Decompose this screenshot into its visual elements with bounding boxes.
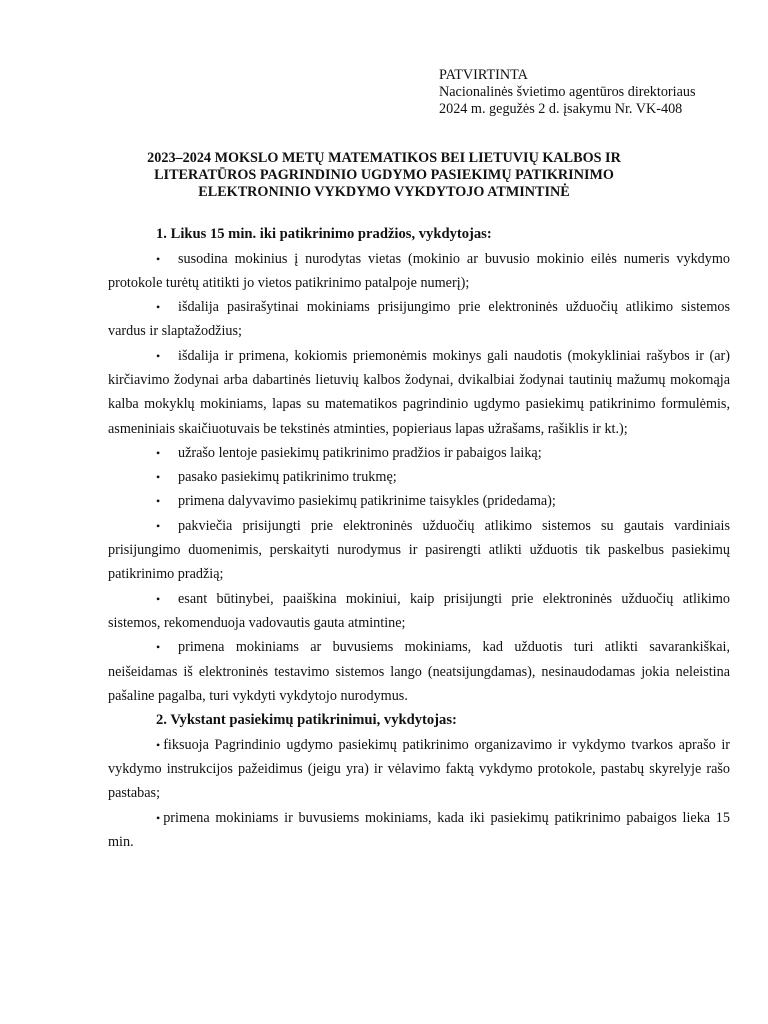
approval-block bbox=[439, 67, 696, 118]
bullet-icon: • bbox=[156, 494, 161, 509]
list-item-text: primena dalyvavimo pasiekimų patikrinime taisykles (pridedama); bbox=[178, 493, 556, 510]
list-item-text: pasako pasiekimų patikrinimo trukmę; bbox=[178, 469, 397, 486]
list-item bbox=[108, 587, 730, 636]
title-line-3: ELEKTRONINIO VYKDYMO VYKDYTOJO ATMINTINĖ bbox=[198, 184, 570, 200]
list-item bbox=[108, 806, 730, 855]
bullet-icon: • bbox=[156, 445, 161, 460]
approval-line-1: PATVIRTINTA bbox=[439, 67, 528, 83]
section-2-heading: 2. Vykstant pasiekimų patikrinimui, vykdytojas: bbox=[156, 712, 457, 729]
list-item bbox=[108, 465, 730, 489]
bullet-icon: • bbox=[156, 348, 161, 363]
list-item-text: primena mokiniams ir buvusiems mokiniams, kada iki pasiekimų patikrinimo pabaigos lieka 15 min. bbox=[108, 809, 730, 850]
section-1-heading: 1. Likus 15 min. iki patikrinimo pradžios, vykdytojas: bbox=[156, 226, 492, 242]
list-item bbox=[108, 733, 730, 806]
list-item bbox=[108, 489, 730, 513]
list-item-text: fiksuoja Pagrindinio ugdymo pasiekimų patikrinimo organizavimo ir vykdymo tvarkos aprašo ir vykdymo instrukcijos pažeidimus (jeigu yra) ir vėlavimo faktą vykdymo protokole, pastabų skyrelyje rašo pastabas; bbox=[108, 736, 730, 802]
list-item-text: išdalija ir primena, kokiomis priemonėmis mokinys gali naudotis (mokykliniai rašybos ir (ar) kirčiavimo žodynai arba dabartinės lietuvių kalbos žodynai, dvikalbiai žodynai tautinių mažumų mokomąja kalba mokyklų mokiniams, lapas su matematikos pagrindinio ugdymo pasiekimų patikrinimo formulėmis, asmeniniais skaičiuotuvais be tekstinės atminties, popieriaus lapas užrašams, rašiklis ir kt.); bbox=[108, 347, 730, 437]
list-item bbox=[108, 344, 730, 441]
list-item bbox=[108, 295, 730, 344]
bullet-icon: • bbox=[156, 251, 161, 266]
list-item-text: primena mokiniams ar buvusiems mokiniams, kad užduotis turi atlikti savarankiškai, neišeidamas iš elektroninės testavimo sistemos lango (neatsijungdamas), nesinaudodamas jokia neleistina pašaline pagalba, turi vykdyti vykdytojo nurodymus. bbox=[108, 639, 730, 704]
bullet-icon: • bbox=[156, 591, 161, 606]
list-item bbox=[108, 514, 730, 587]
list-item-text: išdalija pasirašytinai mokiniams prisijungimo prie elektroninės užduočių atlikimo sistemos vardus ir slaptažodžius; bbox=[108, 299, 730, 340]
bullet-icon: • bbox=[156, 737, 161, 752]
list-item-text: susodina mokinius į nurodytas vietas (mokinio ar buvusio mokinio eilės numeris vykdymo protokole turėtų atitikti jo vietos patikrinimo patalpoje numerį); bbox=[108, 250, 730, 291]
title-line-1: 2023–2024 MOKSLO METŲ MATEMATIKOS BEI LIETUVIŲ KALBOS IR bbox=[147, 150, 621, 166]
bullet-icon: • bbox=[156, 470, 161, 485]
list-item-text: esant būtinybei, paaiškina mokiniui, kaip prisijungti prie elektroninės užduočių atlikimo sistemos, rekomenduoja vadovautis gauta atmintine; bbox=[108, 590, 730, 631]
list-item-text: užrašo lentoje pasiekimų patikrinimo pradžios ir pabaigos laiką; bbox=[178, 444, 542, 461]
bullet-icon: • bbox=[156, 300, 161, 315]
list-item bbox=[108, 441, 730, 465]
approval-line-2: Nacionalinės švietimo agentūros direktoriaus bbox=[439, 84, 696, 100]
list-item-text: pakviečia prisijungti prie elektroninės užduočių atlikimo sistemos su gautais vardiniais prisijungimo duomenimis, perskaityti nurodymus ir pasirengti atlikti užduotis tik paskelbus pasiekimų patikrinimo pradžią; bbox=[108, 517, 730, 583]
document-body bbox=[108, 222, 730, 854]
bullet-icon: • bbox=[156, 518, 161, 533]
document-title bbox=[96, 150, 672, 201]
list-item bbox=[108, 247, 730, 296]
list-item bbox=[108, 635, 730, 708]
title-line-2: LITERATŪROS PAGRINDINIO UGDYMO PASIEKIMŲ PATIKRINIMO bbox=[154, 167, 614, 183]
approval-line-3: 2024 m. gegužės 2 d. įsakymu Nr. VK-408 bbox=[439, 101, 683, 117]
bullet-icon: • bbox=[156, 640, 161, 655]
bullet-icon: • bbox=[156, 810, 161, 825]
